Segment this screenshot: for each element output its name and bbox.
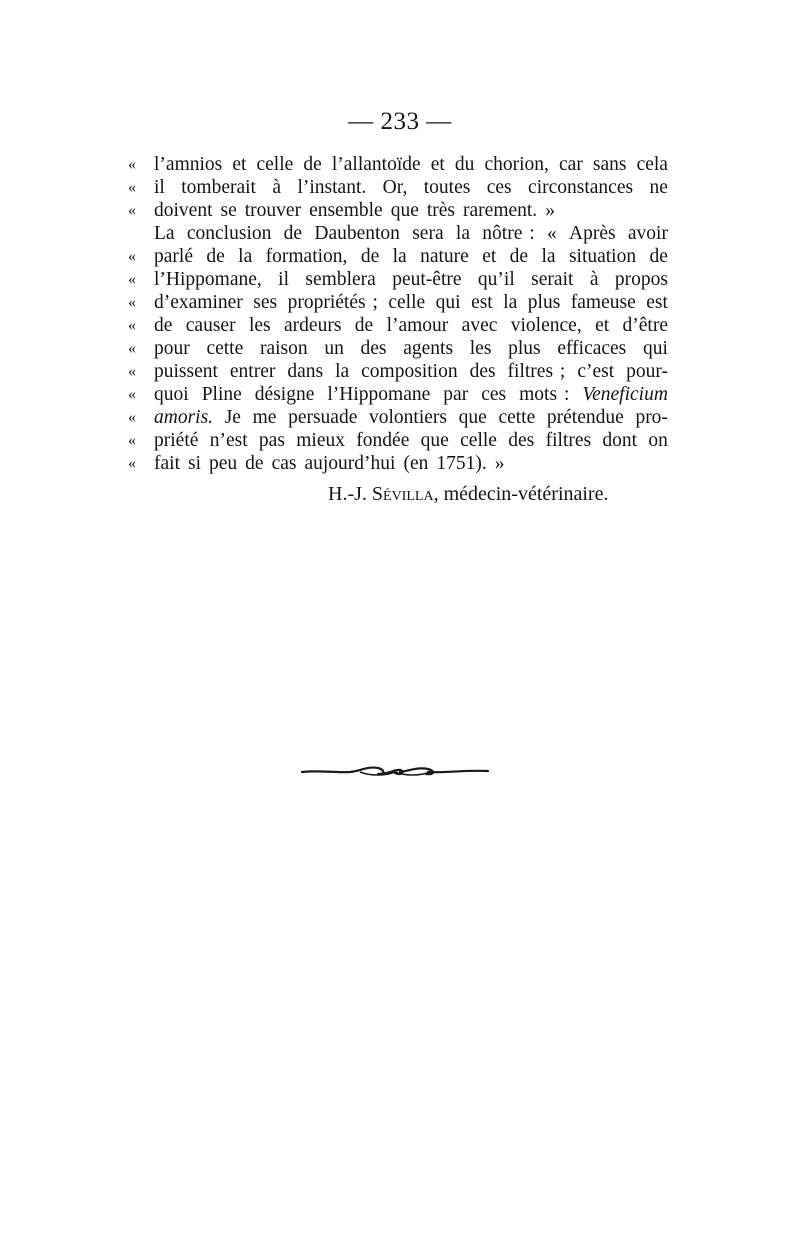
word: de (283, 223, 303, 244)
word: me (252, 407, 277, 428)
word: Or, (382, 177, 408, 198)
word: ardeurs (284, 315, 342, 336)
word: filtres (545, 430, 592, 451)
word: est (471, 292, 493, 313)
word: circonstances (528, 177, 634, 198)
word: mieux (296, 430, 345, 451)
line-text (154, 222, 668, 245)
word: que (390, 200, 419, 221)
word: par (443, 384, 469, 405)
quote-marker: « (128, 317, 136, 334)
word: celle (388, 292, 426, 313)
line-text (154, 268, 668, 291)
word: celle (256, 154, 294, 175)
word: la (455, 223, 470, 244)
text-line (128, 199, 668, 222)
word: que (420, 430, 449, 451)
word: prétendue (546, 407, 624, 428)
text-line (128, 337, 668, 360)
quote-marker: « (128, 179, 136, 196)
word: si (187, 453, 201, 474)
line-text (154, 199, 668, 222)
word: se (220, 200, 237, 221)
word: filtres ; (507, 361, 566, 382)
word: de (354, 315, 374, 336)
word: il (278, 269, 290, 290)
word: d’être (622, 315, 668, 336)
line-text (154, 406, 668, 429)
line-text (154, 452, 668, 475)
word: la (541, 246, 556, 267)
word: et (482, 246, 497, 267)
word: Pline (201, 384, 242, 405)
word: la (238, 246, 253, 267)
word: de (509, 246, 529, 267)
word: Daubenton (314, 223, 400, 244)
word: il (154, 177, 165, 198)
word: très (426, 200, 456, 221)
text-line (128, 314, 668, 337)
word: que (458, 407, 487, 428)
signature-initials: H.-J. (328, 483, 372, 505)
word: propos (614, 269, 668, 290)
line-text (154, 291, 668, 314)
word: » (545, 200, 555, 221)
word: l’Hippomane, (154, 269, 262, 290)
word: volontiers (369, 407, 448, 428)
word: de (303, 154, 322, 175)
word: agents (403, 338, 454, 359)
quote-marker: « (128, 271, 136, 288)
quote-marker: « (128, 248, 136, 265)
word: et (232, 154, 247, 175)
word: celle (460, 430, 497, 451)
word: l’amour (386, 315, 449, 336)
word: plus (527, 292, 561, 313)
word: des (360, 338, 387, 359)
word: formation, (265, 246, 348, 267)
word: Veneficium (582, 384, 668, 405)
word: qui (642, 338, 668, 359)
word: Je (224, 407, 241, 428)
word: semblera (305, 269, 376, 290)
word: désigne (254, 384, 315, 405)
word: nôtre : (482, 223, 535, 244)
word: Après (569, 223, 616, 244)
word: entrer (229, 361, 276, 382)
word: dans (287, 361, 324, 382)
word: quoi (154, 384, 189, 405)
word: un (324, 338, 344, 359)
word: cas (271, 453, 297, 474)
word: des (508, 430, 535, 451)
line-text (154, 383, 668, 406)
quote-marker: « (128, 156, 136, 173)
word: parlé (154, 246, 193, 267)
text-line (128, 406, 668, 429)
word: qu’il (477, 269, 515, 290)
word: à (272, 177, 282, 198)
word: les (248, 315, 271, 336)
line-text (154, 337, 668, 360)
text-line (128, 429, 668, 452)
word: fait (154, 453, 180, 474)
word: aujourd’hui (304, 453, 396, 474)
line-text (154, 153, 668, 176)
word: de (206, 246, 225, 267)
word: chorion, (484, 154, 549, 175)
word: violence, (510, 315, 582, 336)
text-line (128, 222, 668, 245)
text-line (128, 452, 668, 475)
word: persuade (288, 407, 358, 428)
word: priété (154, 430, 199, 451)
line-text (154, 429, 668, 452)
word: trouver (244, 200, 302, 221)
text-line (128, 245, 668, 268)
word: on (648, 430, 668, 451)
word: ses (253, 292, 278, 313)
word: plus (508, 338, 541, 359)
line-text (154, 176, 668, 199)
quote-marker: « (128, 202, 136, 219)
signature-surname: Sévilla (371, 483, 434, 505)
word: pas (258, 430, 285, 451)
word: rarement. (463, 200, 538, 221)
quote-marker: « (128, 340, 136, 357)
word: n’est (209, 430, 248, 451)
word: causer (185, 315, 236, 336)
word: peut-être (392, 269, 462, 290)
line-text (154, 245, 668, 268)
word: amoris. (154, 407, 214, 428)
signature-title: , médecin-vétérinaire. (433, 483, 609, 505)
word: car (559, 154, 583, 175)
word: « (546, 223, 557, 244)
body-text (128, 153, 668, 475)
quote-marker: « (128, 294, 136, 311)
text-line (128, 268, 668, 291)
word: de (360, 246, 380, 267)
text-line (128, 383, 668, 406)
word: nature (420, 246, 469, 267)
ornament-divider (300, 760, 490, 782)
text-line (128, 153, 668, 176)
word: avoir (627, 223, 668, 244)
word: puissent (154, 361, 218, 382)
line-text (154, 360, 668, 383)
line-text (154, 314, 668, 337)
text-line (128, 291, 668, 314)
word: et (430, 154, 445, 175)
word: raison (259, 338, 308, 359)
word: doivent (154, 200, 213, 221)
word: » (494, 453, 505, 474)
word: l’amnios (154, 154, 223, 175)
word: cette (498, 407, 536, 428)
word: pour (154, 338, 190, 359)
word: (en (403, 453, 429, 474)
word: l’Hippomane (327, 384, 431, 405)
word: serait (531, 269, 574, 290)
word: peu (209, 453, 238, 474)
paragraph-indent (128, 222, 154, 245)
word: du (454, 154, 475, 175)
word: avec (461, 315, 498, 336)
word: à (589, 269, 599, 290)
page-number: — 233 — (348, 108, 452, 135)
quote-marker: « (128, 363, 136, 380)
word: conclusion (186, 223, 272, 244)
word: efficaces (557, 338, 627, 359)
text-line (128, 360, 668, 383)
quote-marker: « (128, 409, 136, 426)
word: La (154, 223, 175, 244)
text-line (128, 176, 668, 199)
word: propriétés ; (287, 292, 378, 313)
word: dont (602, 430, 638, 451)
quote-marker: « (128, 432, 136, 449)
quote-marker: « (128, 386, 136, 403)
word: ces (481, 384, 507, 405)
word: situation (568, 246, 637, 267)
word: la (503, 292, 518, 313)
quote-marker: « (128, 455, 136, 472)
word: cette (206, 338, 244, 359)
word: l’allantoïde (331, 154, 421, 175)
word: est (646, 292, 668, 313)
word: qui (435, 292, 461, 313)
word: composition (361, 361, 458, 382)
word: ne (649, 177, 668, 198)
word: des (469, 361, 496, 382)
word: sera (412, 223, 444, 244)
word: cela (636, 154, 668, 175)
word: fameuse (570, 292, 636, 313)
word: pro- (635, 407, 668, 428)
word: fondée (356, 430, 410, 451)
word: c’est (577, 361, 615, 382)
word: sans (592, 154, 627, 175)
word: la (335, 361, 350, 382)
word: l’instant. (297, 177, 367, 198)
word: et (595, 315, 610, 336)
signature (328, 483, 608, 506)
word: toutes (423, 177, 471, 198)
word: mots : (519, 384, 570, 405)
word: ensemble (309, 200, 383, 221)
word: tomberait (181, 177, 256, 198)
word: ces (486, 177, 512, 198)
word: d’examiner (154, 292, 243, 313)
word: les (469, 338, 492, 359)
word: 1751). (436, 453, 487, 474)
word: de (245, 453, 264, 474)
word: la (392, 246, 407, 267)
word: pour- (626, 361, 668, 382)
word: de (649, 246, 668, 267)
word: de (154, 315, 173, 336)
